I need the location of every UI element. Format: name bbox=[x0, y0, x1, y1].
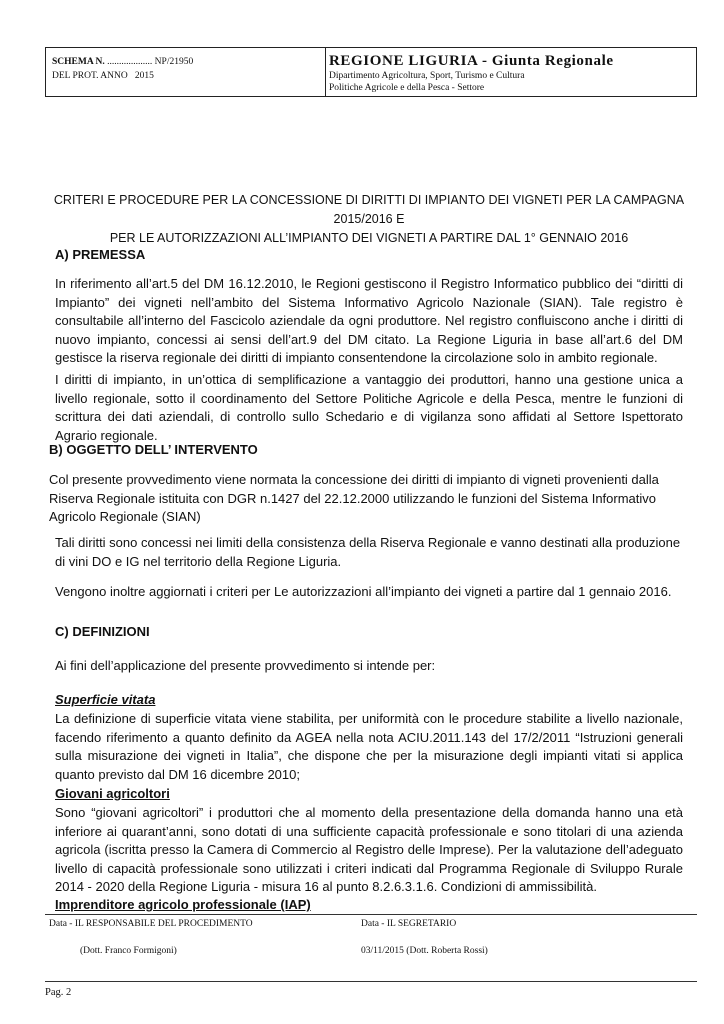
schema-dots: ................... bbox=[107, 57, 153, 67]
footer-bottom-rule bbox=[45, 981, 697, 982]
region-block bbox=[329, 52, 614, 94]
header-divider bbox=[325, 48, 326, 96]
section-b-paragraph-2: Tali diritti sono concessi nei limiti della consistenza della Riserva Regionale e vanno destinati alla produzione di vini DO e IG nel territorio della Regione Liguria. bbox=[55, 535, 681, 569]
sector-name: Politiche Agricole e della Pesca - Settore bbox=[329, 83, 485, 93]
schema-line bbox=[52, 55, 193, 69]
section-a-paragraph-1: In riferimento all’art.5 del DM 16.12.2010, le Regioni gestiscono il Registro Informatico pubblico dei “diritti di Impianto” dei vigneti nell’ambito del Sistema Informativo Agricolo Nazionale (SIAN). Tale registro è consultabile all’interno del Fascicolo aziendale da ogni produttore. Nel registro confluiscono anche i diritti di nuovo impianto, concessi ai sensi dell’art.9 del DM citato. La Regione Liguria in base all’art.6 del DM gestisce la riserva regionale dei diritti di impianto consentendone la circolazione solo in ambito regionale. bbox=[55, 276, 683, 365]
document-title bbox=[44, 191, 694, 248]
page-number: Pag. 2 bbox=[45, 987, 72, 998]
schema-value: NP/21950 bbox=[154, 57, 194, 67]
section-a-paragraph-2: I diritti di impianto, in un’ottica di semplificazione a vantaggio dei produttori, hanno una gestione unica a livello regionale, sotto il coordinamento del Settore Politiche Agricole e della Pesca, mentre le funzioni di scrittura dei dati aziendali, di controllo sullo Schedario e di vigilanza sono affidati al Settore Ispettorato Agrario regionale. bbox=[55, 372, 683, 443]
title-line-1: CRITERI E PROCEDURE PER LA CONCESSIONE DI DIRITTI DI IMPIANTO DEI VIGNETI PER LA CAMPAGNA 2015/2016 E bbox=[53, 193, 685, 226]
schema-block bbox=[52, 55, 193, 83]
definition-giovani-agricoltori-title: Giovani agricoltori bbox=[55, 786, 170, 801]
protocol-line bbox=[52, 69, 193, 83]
title-line-2: PER LE AUTORIZZAZIONI ALL’IMPIANTO DEI VIGNETI A PARTIRE DAL 1° GENNAIO 2016 bbox=[109, 231, 629, 245]
footer-left-label: Data - IL RESPONSABILE DEL PROCEDIMENTO bbox=[49, 919, 253, 929]
footer-right-label: Data - IL SEGRETARIO bbox=[361, 919, 457, 929]
footer-right-date-name: 03/11/2015 (Dott. Roberta Rossi) bbox=[361, 946, 488, 956]
section-c-intro: Ai fini dell’applicazione del presente provvedimento si intende per: bbox=[55, 658, 436, 673]
section-a-heading: A) PREMESSA bbox=[55, 247, 146, 262]
section-b-heading: B) OGGETTO DELL’ INTERVENTO bbox=[49, 442, 258, 457]
protocol-label: DEL PROT. ANNO bbox=[52, 71, 128, 81]
definition-iap-title: Imprenditore agricolo professionale (IAP) bbox=[55, 897, 311, 912]
section-c-heading: C) DEFINIZIONI bbox=[55, 624, 150, 639]
definition-superficie-vitata-text: La definizione di superficie vitata viene stabilita, per uniformità con le procedure stabilite a livello nazionale, facendo riferimento a quanto definito da AGEA nella nota ACIU.2011.143 del 17/2/2011 “Istruzioni generali sulla misurazione dei vigneti in Italia”, che dispone che per la misurazione degli impianti vitati si applica quanto previsto dal DM 16 dicembre 2010; bbox=[55, 711, 683, 782]
department-name: Dipartimento Agricoltura, Sport, Turismo e Cultura bbox=[329, 71, 525, 81]
definition-superficie-vitata-title: Superficie vitata bbox=[55, 692, 156, 707]
document-header bbox=[45, 47, 697, 97]
region-name: REGIONE LIGURIA - Giunta Regionale bbox=[329, 53, 614, 69]
section-b-paragraph-1: Col presente provvedimento viene normata la concessione dei diritti di impianto di vigneti provenienti dalla Riserva Regionale istituita con DGR n.1427 del 22.12.2000 utilizzando le funzioni del Sistema Informativo Agricolo Regionale (SIAN) bbox=[49, 472, 659, 524]
footer-left-name: (Dott. Franco Formigoni) bbox=[80, 946, 177, 956]
section-b-paragraph-3: Vengono inoltre aggiornati i criteri per Le autorizzazioni all’impianto dei vigneti a partire dal 1 gennaio 2016. bbox=[55, 584, 672, 599]
protocol-year: 2015 bbox=[134, 71, 154, 81]
definition-giovani-agricoltori-text: Sono “giovani agricoltori” i produttori che al momento della presentazione della domanda hanno una età inferiore ai quarant’anni, sono dotati di una sufficiente capacità professionale e sono titolari di una azienda agricola (iscritta presso la Camera di Commercio al Registro delle Imprese). Per la valutazione dell’adeguato livello di capacità professionale sono utilizzati i criteri indicati dal Programma Regionale di Sviluppo Rurale 2014 - 2020 della Regione Liguria - misura 16 al punto 8.2.6.3.1.6. Condizioni di ammissibilità. bbox=[55, 805, 683, 894]
schema-label: SCHEMA N. bbox=[52, 57, 105, 67]
footer-top-rule bbox=[45, 914, 697, 915]
